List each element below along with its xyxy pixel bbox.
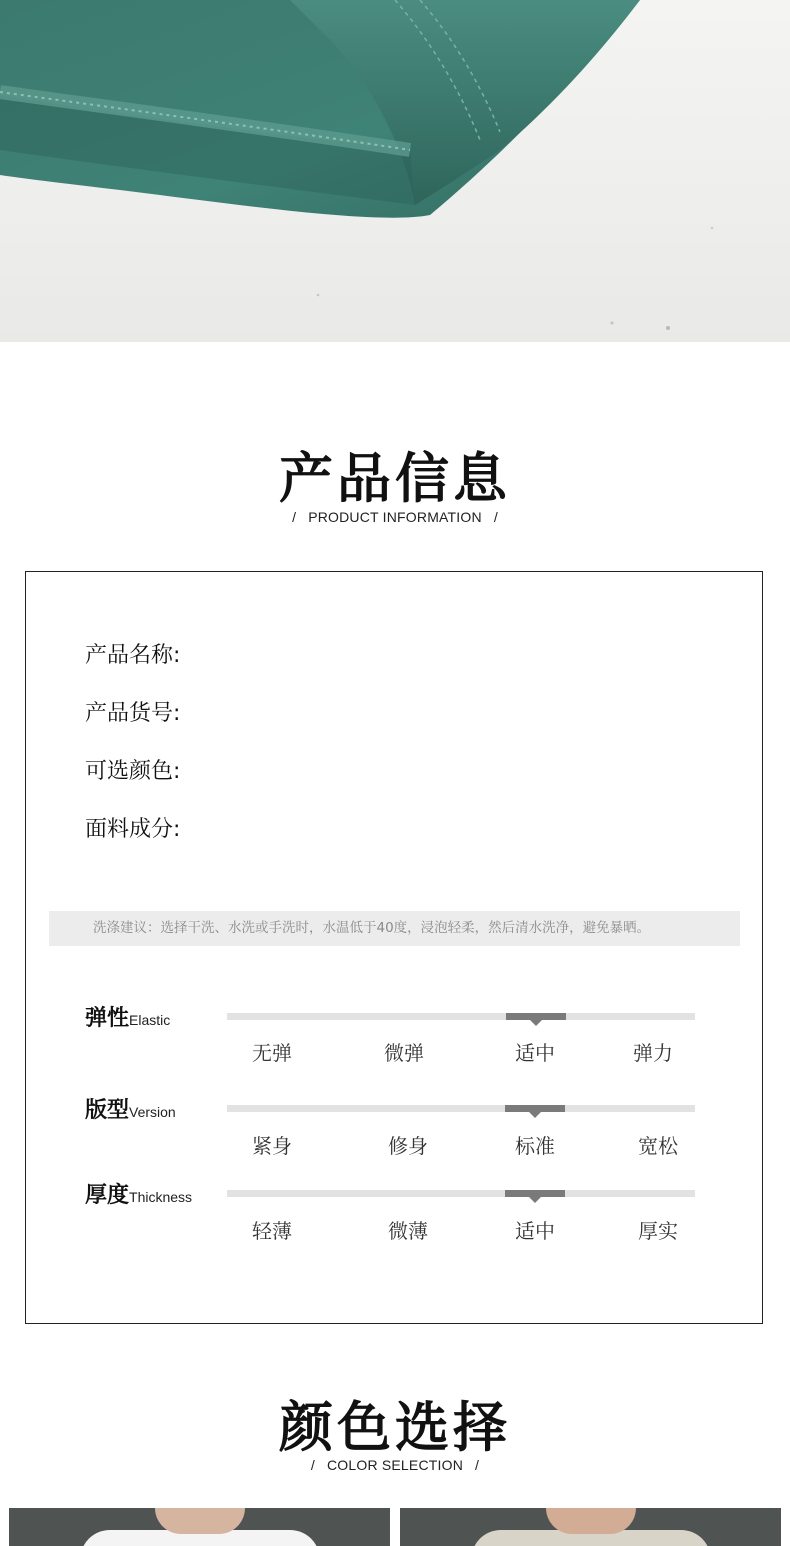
scale-track-elastic (227, 1013, 695, 1020)
option-thickness-1: 微薄 (388, 1219, 428, 1243)
option-elastic-0: 无弹 (252, 1041, 292, 1065)
option-version-2: 标准 (515, 1134, 555, 1158)
attr-label-cn: 弹性 (85, 1006, 130, 1031)
field-available-colors: 可选颜色: (85, 759, 181, 784)
care-instructions: 洗涤建议：选择干洗、水洗或手洗时，水温低于40度，浸泡轻柔，然后清水洗净，避免暴晒。 (49, 911, 740, 946)
product-info-box (25, 571, 763, 1324)
scale-marker-elastic (506, 1013, 566, 1020)
slash-left: / (292, 509, 297, 525)
attr-label-en: Thickness (129, 1189, 193, 1205)
section-title-product-information: 产品信息 (279, 447, 511, 510)
scale-track-thickness (227, 1190, 695, 1197)
option-thickness-3: 厚实 (638, 1219, 678, 1243)
option-elastic-3: 弹力 (633, 1041, 673, 1065)
option-thickness-2: 适中 (515, 1219, 555, 1243)
field-fabric-composition: 面料成分: (85, 817, 181, 842)
scale-track-version (227, 1105, 695, 1112)
attr-label-version (85, 1093, 176, 1124)
field-product-sku: 产品货号: (85, 701, 181, 726)
attr-label-en: Version (129, 1104, 176, 1120)
option-thickness-0: 轻薄 (252, 1219, 292, 1243)
neck-shape (546, 1508, 636, 1534)
field-product-name: 产品名称: (85, 643, 181, 668)
attr-label-cn: 厚度 (85, 1183, 130, 1208)
subtitle-text: COLOR SELECTION (326, 1457, 464, 1473)
fabric-illustration (0, 0, 790, 342)
slash-left: / (310, 1457, 315, 1473)
color-thumbnail-white[interactable] (9, 1508, 390, 1546)
slash-right: / (475, 1457, 480, 1473)
color-thumbnail-beige[interactable] (400, 1508, 781, 1546)
subtitle-text: PRODUCT INFORMATION (308, 509, 482, 525)
section-title-color-selection: 颜色选择 (279, 1396, 511, 1459)
fabric-closeup-photo (0, 0, 790, 342)
option-version-3: 宽松 (638, 1134, 678, 1158)
slash-right: / (493, 509, 498, 525)
scale-marker-thickness (505, 1190, 565, 1197)
section-subtitle-color-selection (0, 1457, 790, 1473)
attr-label-en: Elastic (129, 1012, 171, 1028)
section-subtitle-product-information (0, 509, 790, 525)
scale-marker-version (505, 1105, 565, 1112)
option-elastic-1: 微弹 (384, 1041, 424, 1065)
option-version-1: 修身 (388, 1134, 428, 1158)
neck-shape (155, 1508, 245, 1534)
attr-label-elastic (85, 1001, 170, 1032)
option-elastic-2: 适中 (515, 1041, 555, 1065)
attr-label-cn: 版型 (85, 1098, 130, 1123)
option-version-0: 紧身 (252, 1134, 292, 1158)
attr-label-thickness (85, 1178, 192, 1209)
